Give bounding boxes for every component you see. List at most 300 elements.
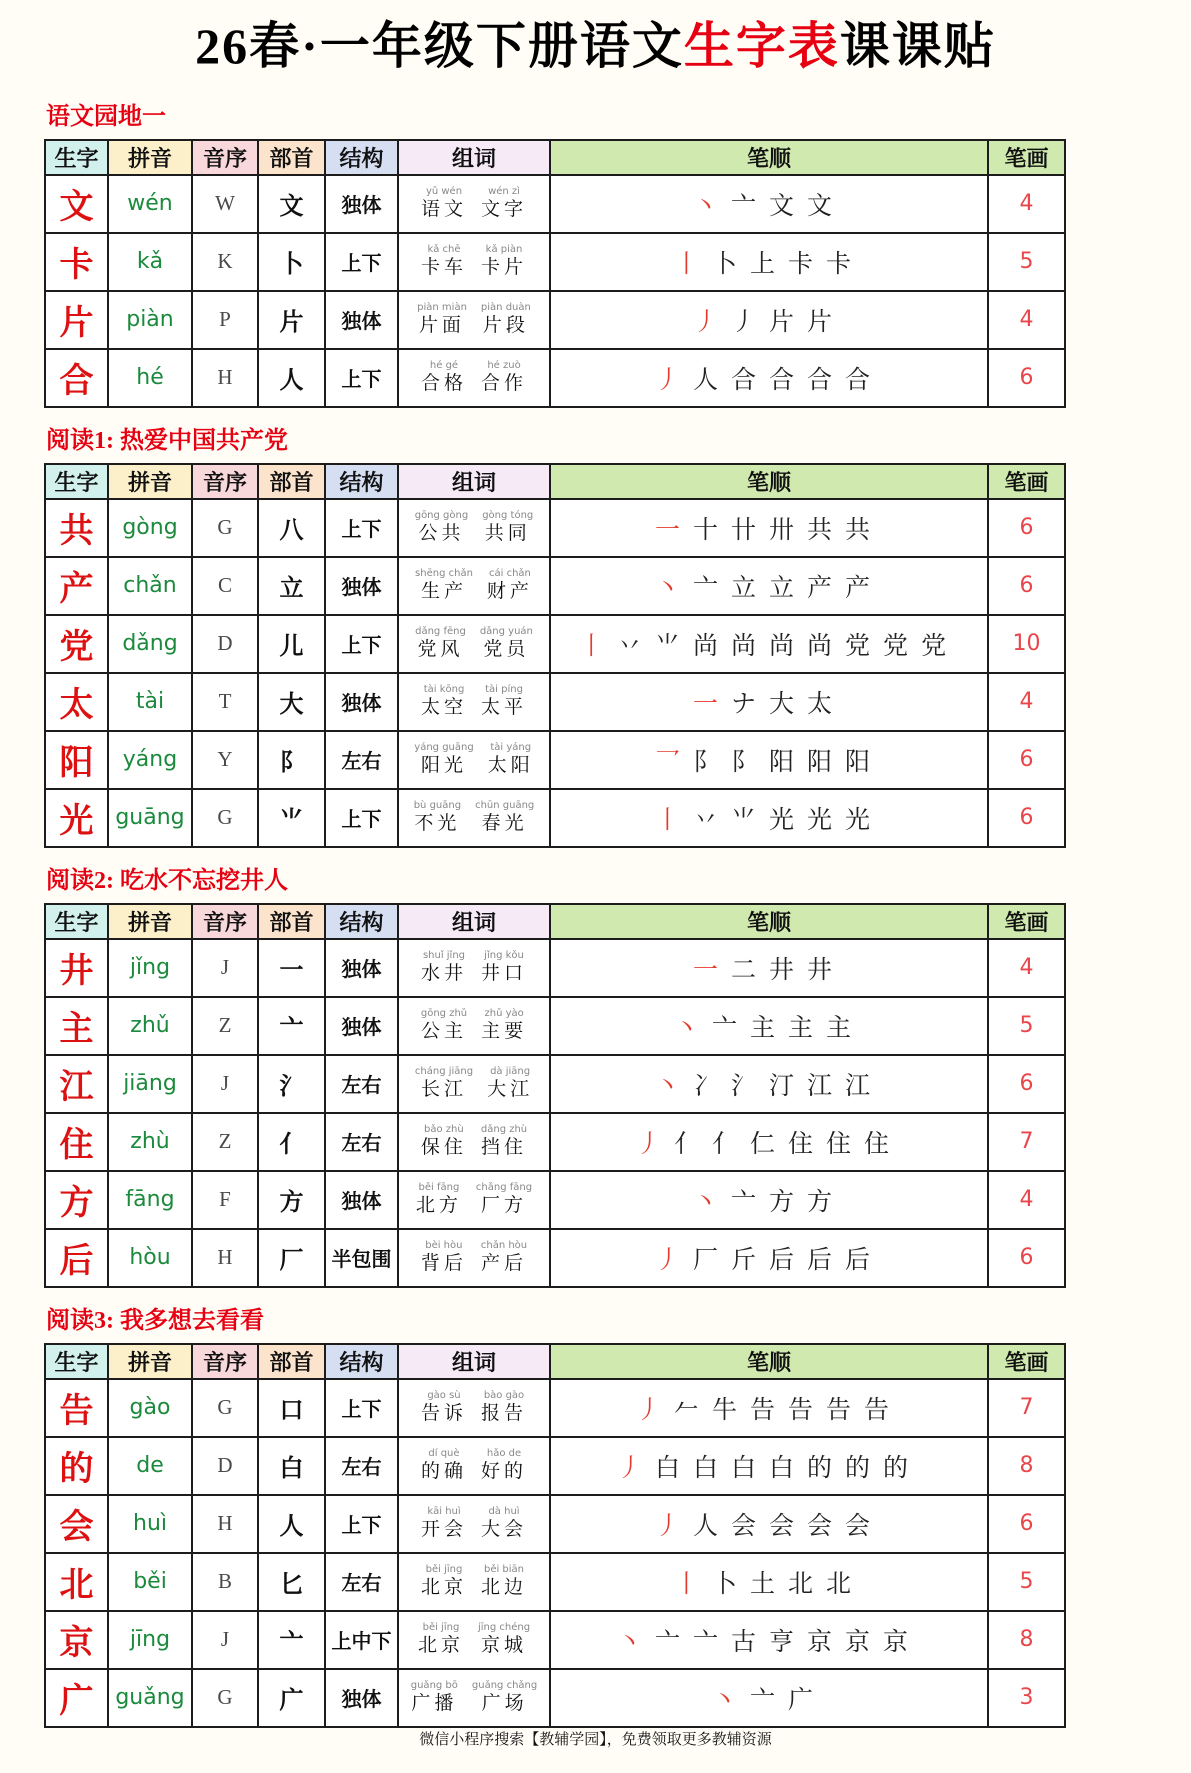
word-text: 生产 xyxy=(420,580,467,602)
word-block xyxy=(415,1066,473,1102)
word-text: 挡住 xyxy=(481,1136,528,1158)
stroke-step: 告 xyxy=(864,1396,890,1424)
stroke-order-cell xyxy=(550,1553,988,1611)
stroke-step: 丨 xyxy=(578,632,604,660)
pinyin-cell: guāng xyxy=(108,789,192,847)
initial-cell: J xyxy=(192,939,258,997)
word-text: 广播 xyxy=(411,1692,458,1714)
word-block xyxy=(481,244,527,280)
stroke-step: 丿 xyxy=(730,308,756,336)
section-title-1: 语文园地一 xyxy=(46,103,166,130)
word-block xyxy=(481,1564,527,1600)
word-pinyin: hǎo de xyxy=(486,1447,522,1459)
stroke-step: 尚 xyxy=(692,632,718,660)
char-cell: 方 xyxy=(45,1171,108,1229)
table-row xyxy=(45,1611,1065,1669)
word-text: 共同 xyxy=(484,522,531,544)
column-header: 笔画 xyxy=(988,904,1065,939)
word-pinyin: shuǐ jǐng xyxy=(422,949,466,961)
word-text: 卡车 xyxy=(420,256,467,278)
stroke-step: 冫 xyxy=(692,1072,718,1100)
stroke-step: 丿 xyxy=(635,1396,661,1424)
column-header: 结构 xyxy=(325,904,398,939)
char-cell: 北 xyxy=(45,1553,108,1611)
stroke-step: 北 xyxy=(826,1570,852,1598)
stroke-step: 光 xyxy=(769,806,795,834)
radical-cell: 厂 xyxy=(258,1229,325,1287)
stroke-step: 方 xyxy=(769,1188,795,1216)
word-pinyin: zhǔ yào xyxy=(484,1007,524,1019)
word-pinyin: guǎng chǎng xyxy=(471,1679,538,1691)
char-cell: 文 xyxy=(45,175,108,233)
word-block xyxy=(481,1506,527,1542)
column-header: 拼音 xyxy=(108,904,192,939)
word-block xyxy=(481,684,527,720)
stroke-step: 十 xyxy=(692,516,718,544)
stroke-step: 尚 xyxy=(807,632,833,660)
stroke-step: 丷 xyxy=(616,632,642,660)
word-text: 公主 xyxy=(420,1020,467,1042)
stroke-step: 广 xyxy=(788,1686,814,1714)
word-text: 主要 xyxy=(481,1020,528,1042)
word-block xyxy=(421,244,467,280)
stroke-order-cell xyxy=(550,1379,988,1437)
stroke-step: 后 xyxy=(769,1246,795,1274)
stroke-step: 卜 xyxy=(711,250,737,278)
stroke-order-cell xyxy=(550,1611,988,1669)
stroke-step: 𠂉 xyxy=(673,1396,699,1424)
words-cell xyxy=(398,1553,550,1611)
word-pinyin: jǐng kǒu xyxy=(484,949,524,961)
initial-cell: D xyxy=(192,615,258,673)
words-cell xyxy=(398,175,550,233)
stroke-order-cell xyxy=(550,1229,988,1287)
structure-cell: 左右 xyxy=(325,1113,398,1171)
pinyin-cell: hé xyxy=(108,349,192,407)
column-header: 部首 xyxy=(258,1344,325,1379)
stroke-order-cell xyxy=(550,1495,988,1553)
column-header: 组词 xyxy=(398,904,550,939)
word-text: 的确 xyxy=(420,1460,467,1482)
table-head xyxy=(45,904,1065,939)
word-block xyxy=(472,1680,537,1716)
word-pinyin: běi jīng xyxy=(425,1563,463,1575)
radical-cell: 口 xyxy=(258,1379,325,1437)
stroke-step: 土 xyxy=(749,1570,775,1598)
stroke-count-cell: 8 xyxy=(988,1611,1065,1669)
word-block xyxy=(421,1008,467,1044)
char-cell: 太 xyxy=(45,673,108,731)
stroke-order-cell xyxy=(550,1171,988,1229)
stroke-step: 丿 xyxy=(654,366,680,394)
stroke-count-cell: 5 xyxy=(988,233,1065,291)
word-block xyxy=(487,568,533,604)
column-header: 拼音 xyxy=(108,464,192,499)
stroke-step: 牛 xyxy=(711,1396,737,1424)
stroke-step: 党 xyxy=(921,632,947,660)
stroke-count-cell: 6 xyxy=(988,1055,1065,1113)
word-pinyin: gào sù xyxy=(427,1389,461,1401)
stroke-order-cell xyxy=(550,233,988,291)
column-header: 结构 xyxy=(325,1344,398,1379)
stroke-step: 亠 xyxy=(711,1014,737,1042)
table-row xyxy=(45,1553,1065,1611)
stroke-step: 主 xyxy=(749,1014,775,1042)
word-text: 文字 xyxy=(481,198,528,220)
stroke-order-cell xyxy=(550,291,988,349)
words-cell xyxy=(398,1379,550,1437)
word-text: 井口 xyxy=(481,962,528,984)
table-row xyxy=(45,939,1065,997)
pinyin-cell: huì xyxy=(108,1495,192,1553)
stroke-step: 告 xyxy=(826,1396,852,1424)
char-cell: 光 xyxy=(45,789,108,847)
stroke-count-cell: 5 xyxy=(988,997,1065,1055)
table-body xyxy=(45,939,1065,1287)
word-text: 合作 xyxy=(481,372,528,394)
stroke-count-cell: 4 xyxy=(988,673,1065,731)
words-cell xyxy=(398,939,550,997)
stroke-step: 丿 xyxy=(635,1130,661,1158)
page-title xyxy=(42,18,1149,76)
stroke-step: 丿 xyxy=(692,308,718,336)
word-text: 开会 xyxy=(420,1518,467,1540)
stroke-step: 尚 xyxy=(769,632,795,660)
char-cell: 江 xyxy=(45,1055,108,1113)
stroke-step: 片 xyxy=(807,308,833,336)
section-title-4: 阅读3: 我多想去看看 xyxy=(46,1307,264,1334)
word-text: 北京 xyxy=(420,1576,467,1598)
word-block xyxy=(481,1124,527,1160)
stroke-step: 白 xyxy=(692,1454,718,1482)
column-header: 笔顺 xyxy=(550,464,988,499)
radical-cell: ⺌ xyxy=(258,789,325,847)
column-header: 结构 xyxy=(325,140,398,175)
stroke-step: 丷 xyxy=(692,806,718,834)
stroke-step: 住 xyxy=(826,1130,852,1158)
words-cell xyxy=(398,731,550,789)
stroke-step: 卡 xyxy=(788,250,814,278)
stroke-step: 江 xyxy=(845,1072,871,1100)
words-cell xyxy=(398,1611,550,1669)
word-block xyxy=(481,1008,527,1044)
word-pinyin: jīng chéng xyxy=(477,1621,531,1633)
initial-cell: P xyxy=(192,291,258,349)
word-pinyin: piàn duàn xyxy=(480,301,531,313)
table-row xyxy=(45,615,1065,673)
words-cell xyxy=(398,1055,550,1113)
word-pinyin: chūn guāng xyxy=(475,799,535,811)
stroke-step: 京 xyxy=(845,1628,871,1656)
stroke-order-cell xyxy=(550,557,988,615)
stroke-step: 丶 xyxy=(692,192,718,220)
word-pinyin: chǎn hòu xyxy=(480,1239,528,1251)
word-block xyxy=(481,1448,527,1484)
word-text: 产后 xyxy=(480,1252,527,1274)
stroke-step: 白 xyxy=(654,1454,680,1482)
pinyin-cell: yáng xyxy=(108,731,192,789)
character-table-4 xyxy=(44,1343,1066,1728)
stroke-step: 阳 xyxy=(845,748,871,776)
word-text: 太阳 xyxy=(487,754,534,776)
stroke-step: 卜 xyxy=(711,1570,737,1598)
word-text: 背后 xyxy=(420,1252,467,1274)
stroke-step: 主 xyxy=(788,1014,814,1042)
pinyin-cell: zhǔ xyxy=(108,997,192,1055)
pinyin-cell: guǎng xyxy=(108,1669,192,1727)
structure-cell: 上下 xyxy=(325,789,398,847)
word-pinyin: tài kōng xyxy=(423,683,465,695)
stroke-count-cell: 6 xyxy=(988,789,1065,847)
structure-cell: 上下 xyxy=(325,233,398,291)
word-pinyin: gōng zhǔ xyxy=(420,1007,468,1019)
stroke-step: 上 xyxy=(749,250,775,278)
pinyin-cell: chǎn xyxy=(108,557,192,615)
stroke-step: 合 xyxy=(769,366,795,394)
structure-cell: 上下 xyxy=(325,349,398,407)
stroke-step: 阝 xyxy=(692,748,718,776)
radical-cell: 匕 xyxy=(258,1553,325,1611)
word-block xyxy=(421,186,467,222)
column-header: 部首 xyxy=(258,904,325,939)
word-text: 好的 xyxy=(481,1460,528,1482)
table-row xyxy=(45,1113,1065,1171)
column-header: 笔画 xyxy=(988,1344,1065,1379)
stroke-order-cell xyxy=(550,1055,988,1113)
stroke-step: 卡 xyxy=(826,250,852,278)
stroke-step: 人 xyxy=(692,1512,718,1540)
word-pinyin: shēng chǎn xyxy=(415,567,473,579)
initial-cell: J xyxy=(192,1611,258,1669)
stroke-step: 文 xyxy=(769,192,795,220)
word-block xyxy=(421,1448,467,1484)
table-body xyxy=(45,499,1065,847)
structure-cell: 上下 xyxy=(325,1379,398,1437)
stroke-order-cell xyxy=(550,939,988,997)
stroke-step: 白 xyxy=(769,1454,795,1482)
stroke-step: 党 xyxy=(883,632,909,660)
word-pinyin: yǔ wén xyxy=(425,185,463,197)
words-cell xyxy=(398,291,550,349)
char-cell: 阳 xyxy=(45,731,108,789)
table-row xyxy=(45,499,1065,557)
stroke-count-cell: 8 xyxy=(988,1437,1065,1495)
words-cell xyxy=(398,1495,550,1553)
radical-cell: 人 xyxy=(258,1495,325,1553)
radical-cell: 方 xyxy=(258,1171,325,1229)
structure-cell: 独体 xyxy=(325,291,398,349)
radical-cell: 白 xyxy=(258,1437,325,1495)
stroke-step: 亻 xyxy=(673,1130,699,1158)
column-header: 组词 xyxy=(398,1344,550,1379)
stroke-count-cell: 6 xyxy=(988,1495,1065,1553)
word-text: 大江 xyxy=(487,1078,534,1100)
structure-cell: 上下 xyxy=(325,615,398,673)
stroke-step: 产 xyxy=(807,574,833,602)
stroke-step: ⺌ xyxy=(654,632,680,660)
word-pinyin: guǎng bō xyxy=(410,1679,458,1691)
char-cell: 共 xyxy=(45,499,108,557)
word-pinyin: tài píng xyxy=(485,683,523,695)
word-pinyin: cháng jiāng xyxy=(414,1065,474,1077)
char-cell: 主 xyxy=(45,997,108,1055)
radical-cell: 大 xyxy=(258,673,325,731)
stroke-step: 一 xyxy=(692,690,718,718)
stroke-step: ナ xyxy=(730,690,756,718)
word-block xyxy=(481,1240,527,1276)
word-block xyxy=(414,800,461,836)
word-text: 太空 xyxy=(420,696,467,718)
words-cell xyxy=(398,499,550,557)
stroke-step: 住 xyxy=(864,1130,890,1158)
word-block xyxy=(487,1066,533,1102)
stroke-step: 亻 xyxy=(711,1130,737,1158)
word-text: 卡片 xyxy=(481,256,528,278)
stroke-step: 立 xyxy=(769,574,795,602)
stroke-step: 的 xyxy=(807,1454,833,1482)
word-text: 京城 xyxy=(481,1634,528,1656)
word-text: 片段 xyxy=(482,314,529,336)
stroke-step: 会 xyxy=(769,1512,795,1540)
initial-cell: T xyxy=(192,673,258,731)
table-row xyxy=(45,557,1065,615)
word-block xyxy=(421,950,467,986)
stroke-step: 会 xyxy=(845,1512,871,1540)
stroke-step: 卄 xyxy=(730,516,756,544)
words-cell xyxy=(398,615,550,673)
words-cell xyxy=(398,349,550,407)
initial-cell: J xyxy=(192,1055,258,1113)
initial-cell: W xyxy=(192,175,258,233)
word-text: 阳光 xyxy=(420,754,467,776)
word-block xyxy=(421,360,467,396)
word-block xyxy=(478,1622,530,1658)
stroke-step: 卅 xyxy=(769,516,795,544)
word-pinyin: bǎo zhù xyxy=(424,1123,464,1135)
column-header: 音序 xyxy=(192,140,258,175)
stroke-count-cell: 10 xyxy=(988,615,1065,673)
word-pinyin: kǎ chē xyxy=(427,243,461,255)
table-body xyxy=(45,1379,1065,1727)
stroke-order-cell xyxy=(550,615,988,673)
word-pinyin: dǎng zhù xyxy=(480,1123,528,1135)
char-cell: 党 xyxy=(45,615,108,673)
word-pinyin: běi fāng xyxy=(418,1181,460,1193)
initial-cell: D xyxy=(192,1437,258,1495)
column-header: 音序 xyxy=(192,904,258,939)
char-cell: 合 xyxy=(45,349,108,407)
stroke-step: 共 xyxy=(845,516,871,544)
word-pinyin: kāi huì xyxy=(427,1505,461,1517)
initial-cell: H xyxy=(192,1495,258,1553)
character-table-3 xyxy=(44,903,1066,1288)
stroke-step: 党 xyxy=(845,632,871,660)
stroke-count-cell: 4 xyxy=(988,939,1065,997)
table-row xyxy=(45,349,1065,407)
radical-cell: 立 xyxy=(258,557,325,615)
table-row xyxy=(45,1669,1065,1727)
word-block xyxy=(480,626,533,662)
initial-cell: Y xyxy=(192,731,258,789)
radical-cell: 一 xyxy=(258,939,325,997)
char-cell: 广 xyxy=(45,1669,108,1727)
stroke-step: 井 xyxy=(807,956,833,984)
radical-cell: 卜 xyxy=(258,233,325,291)
stroke-step: 片 xyxy=(769,308,795,336)
stroke-step: 厂 xyxy=(692,1246,718,1274)
table-row xyxy=(45,1437,1065,1495)
stroke-step: 后 xyxy=(807,1246,833,1274)
radical-cell: 广 xyxy=(258,1669,325,1727)
word-block xyxy=(415,568,473,604)
stroke-step: 大 xyxy=(769,690,795,718)
word-pinyin: wén zì xyxy=(488,185,520,197)
stroke-step: 合 xyxy=(807,366,833,394)
stroke-order-cell xyxy=(550,1437,988,1495)
pinyin-cell: piàn xyxy=(108,291,192,349)
column-header: 音序 xyxy=(192,464,258,499)
sections-container xyxy=(42,84,1149,1728)
initial-cell: C xyxy=(192,557,258,615)
initial-cell: Z xyxy=(192,997,258,1055)
word-text: 大会 xyxy=(481,1518,528,1540)
stroke-step: 亠 xyxy=(749,1686,775,1714)
word-block xyxy=(421,684,467,720)
radical-cell: 人 xyxy=(258,349,325,407)
words-cell xyxy=(398,997,550,1055)
stroke-step: 丨 xyxy=(654,806,680,834)
stroke-step: 北 xyxy=(788,1570,814,1598)
word-block xyxy=(476,1182,532,1218)
title-prefix: 26春·一年级下册语文 xyxy=(195,18,684,74)
table-row xyxy=(45,175,1065,233)
word-block xyxy=(414,742,473,778)
stroke-order-cell xyxy=(550,731,988,789)
word-pinyin: běi biān xyxy=(483,1563,525,1575)
section-title-2: 阅读1: 热爱中国共产党 xyxy=(46,427,288,454)
words-cell xyxy=(398,789,550,847)
stroke-step: 仁 xyxy=(749,1130,775,1158)
stroke-count-cell: 3 xyxy=(988,1669,1065,1727)
column-header: 笔画 xyxy=(988,140,1065,175)
header-row xyxy=(45,464,1065,499)
stroke-step: 丨 xyxy=(673,1570,699,1598)
stroke-count-cell: 6 xyxy=(988,499,1065,557)
table-row xyxy=(45,789,1065,847)
structure-cell: 独体 xyxy=(325,997,398,1055)
column-header: 生字 xyxy=(45,464,108,499)
stroke-step: 斤 xyxy=(730,1246,756,1274)
word-pinyin: hé gé xyxy=(429,359,459,371)
char-cell: 会 xyxy=(45,1495,108,1553)
char-cell: 卡 xyxy=(45,233,108,291)
word-pinyin: bù guāng xyxy=(413,799,462,811)
stroke-step: 氵 xyxy=(730,1072,756,1100)
structure-cell: 上下 xyxy=(325,1495,398,1553)
pinyin-cell: gòng xyxy=(108,499,192,557)
stroke-step: 白 xyxy=(730,1454,756,1482)
word-block xyxy=(421,1506,467,1542)
stroke-step: 二 xyxy=(730,956,756,984)
word-text: 片面 xyxy=(419,314,466,336)
stroke-count-cell: 7 xyxy=(988,1379,1065,1437)
table-row xyxy=(45,1229,1065,1287)
stroke-step: 文 xyxy=(807,192,833,220)
table-row xyxy=(45,1379,1065,1437)
stroke-count-cell: 6 xyxy=(988,557,1065,615)
stroke-count-cell: 4 xyxy=(988,1171,1065,1229)
word-text: 长江 xyxy=(420,1078,467,1100)
